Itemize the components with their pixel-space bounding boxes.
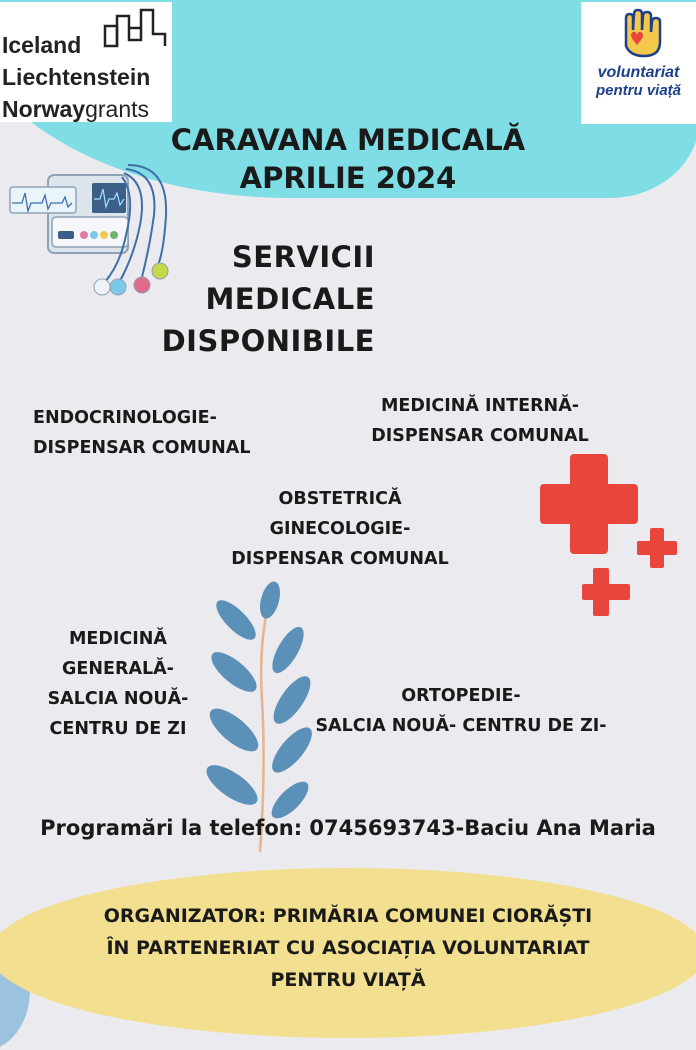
ecg-monitor-icon <box>8 155 180 300</box>
eea-grants-mark-icon <box>103 6 169 52</box>
logo-text-grants: grants <box>85 96 150 122</box>
service-endocrinology-line-2: DISPENSAR COMUNAL <box>33 438 251 458</box>
service-general-line-2: GENERALĂ- <box>62 659 174 679</box>
service-obstetrics-line-3: DISPENSAR COMUNAL <box>231 549 449 569</box>
eea-grants-logo <box>0 2 172 122</box>
medical-cross-icon <box>538 450 683 620</box>
service-internal-medicine <box>350 391 610 451</box>
partner-text-line2: pentru viață <box>595 82 682 99</box>
title-line-1: CARAVANA MEDICALĂ <box>170 123 526 157</box>
service-internal-line-1: MEDICINĂ INTERNĂ- <box>380 396 580 416</box>
logo-text-iceland: Iceland <box>2 32 82 58</box>
voluntariat-logo <box>581 2 696 124</box>
organizer-line-2: ÎN PARTENERIAT CU ASOCIAȚIA VOLUNTARIAT <box>106 937 590 959</box>
heading-line-3: DISPONIBILE <box>161 324 375 358</box>
service-general-line-4: CENTRU DE ZI <box>49 719 187 739</box>
hand-heart-icon <box>616 8 666 60</box>
service-endocrinology <box>33 403 250 463</box>
service-internal-line-2: DISPENSAR COMUNAL <box>371 426 589 446</box>
phone-appointment-text: Programări la telefon: 0745693743-Baciu Ana Maria <box>40 816 656 840</box>
organizer-text <box>40 900 656 996</box>
heading-line-2: MEDICALE <box>205 282 375 316</box>
organizer-line-1: ORGANIZATOR: PRIMĂRIA COMUNEI CIORĂȘTI <box>103 905 593 927</box>
service-obstetrics-line-1: OBSTETRICĂ <box>278 489 402 509</box>
service-orthopedics <box>306 681 616 741</box>
logo-text-norway-bold: Norway <box>2 96 86 122</box>
service-general-medicine <box>28 624 208 744</box>
heading-line-1: SERVICII <box>231 240 375 274</box>
organizer-line-3: PENTRU VIAȚĂ <box>270 969 426 991</box>
service-obstetrics-line-2: GINECOLOGIE- <box>269 519 411 539</box>
service-obstetrics <box>210 484 470 574</box>
service-orthopedics-line-2: SALCIA NOUĂ- CENTRU DE ZI- <box>315 716 607 736</box>
title-line-2: APRILIE 2024 <box>239 161 457 195</box>
service-general-line-3: SALCIA NOUĂ- <box>47 689 189 709</box>
service-orthopedics-line-1: ORTOPEDIE- <box>401 686 521 706</box>
leaf-branch-icon <box>200 580 325 855</box>
logo-text-liechtenstein: Liechtenstein <box>2 64 151 90</box>
service-general-line-1: MEDICINĂ <box>69 629 167 649</box>
logo-text-norway <box>2 96 149 123</box>
service-endocrinology-line-1: ENDOCRINOLOGIE- <box>33 408 217 428</box>
partner-text-line1: voluntariat <box>597 64 680 81</box>
